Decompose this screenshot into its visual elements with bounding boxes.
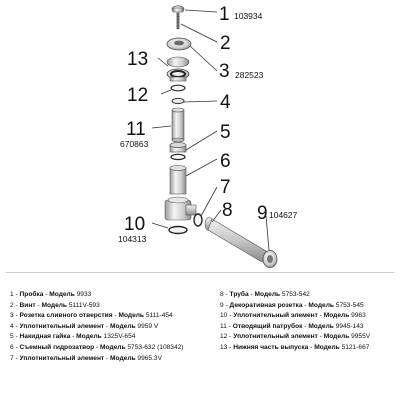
part-11-outlet-pipe (172, 108, 184, 142)
legend-item: 13 - Нижняя часть выпуска - Модель 5121-667 (220, 343, 370, 351)
legend-model-word: Модель (308, 301, 334, 309)
legend-item: 9 - Декоративная розетка - Модель 5753-545 (220, 301, 364, 309)
callout-4-number: 4 (220, 92, 231, 113)
part-3-drain-flange (167, 38, 191, 50)
part-9-decorative-rosette (263, 251, 277, 268)
trap-tee-body (165, 197, 196, 234)
part-13-lower-drain-body (167, 57, 189, 81)
legend-part-name: Отводящий патрубок (232, 322, 303, 330)
legend-number: 12 (220, 333, 228, 341)
callout-7-number: 7 (220, 177, 231, 198)
legend-number: 7 (10, 354, 14, 362)
legend-item: 8 - Труба - Модель 5753-542 (220, 291, 310, 298)
legend-model-code: 1325V-654 (103, 333, 136, 341)
legend-item: 1 - Пробка - Модель 9933 (10, 291, 92, 298)
legend-model-code: 9955V (351, 333, 371, 341)
legend-part-name: Пробка (19, 291, 44, 298)
callout-10-number: 10 (124, 214, 146, 235)
callout-8-number: 8 (222, 200, 233, 221)
legend-item: 12 - Уплотнительный элемент - Модель 9955V (220, 333, 371, 341)
legend-number: 9 (220, 301, 224, 309)
legend-item: 7 - Уплотнительный элемент - Модель 9965.3V (10, 354, 162, 362)
legend-part-name: Уплотнительный элемент (19, 354, 105, 362)
legend-item: 5 - Накидная гайка - Модель 1325V-654 (10, 333, 136, 341)
part-6-removable-trap (170, 165, 186, 194)
legend-part-name: Уплотнительный элемент (233, 333, 318, 341)
callout-11-code: 670863 (120, 139, 149, 149)
legend-part-name: Розетка сливного отверстия (19, 312, 113, 320)
part-1-stopper (172, 6, 184, 12)
callout-13-number: 13 (127, 49, 149, 70)
legend-model-code: 9933 (76, 291, 92, 298)
callout-3-code: 282523 (235, 70, 264, 80)
legend-number: 5 (10, 333, 14, 341)
callout-6-number: 6 (220, 151, 231, 172)
legend-item: 2 - Винт - Модель 5111V-593 (10, 301, 100, 309)
legend-number: 10 (220, 312, 228, 320)
legend-item: 11 - Отводящий патрубок - Модель 9945-143 (220, 322, 364, 330)
legend-model-word: Модель (323, 333, 350, 341)
legend-model-code: 5753-545 (335, 301, 364, 309)
legend-model-word: Модель (76, 333, 102, 341)
legend-part-name: Уплотнительный элемент (19, 322, 105, 330)
legend-model-code: 5753-542 (281, 291, 310, 298)
callout-9-number: 9 (257, 203, 268, 224)
callout-1-number: 1 (219, 4, 230, 25)
legend-part-name: Уплотнительный элемент (233, 312, 318, 320)
parts-legend-right (220, 290, 398, 354)
legend-model-code: 5111V-593 (68, 301, 100, 309)
parts-legend-left (10, 290, 210, 364)
legend-divider (6, 272, 394, 273)
legend-item: 3 - Розетка сливного отверстия - Модель 5111-454 (10, 312, 173, 320)
legend-number: 13 (220, 343, 228, 351)
legend-model-word: Модель (308, 322, 334, 330)
legend-part-name: Накидная гайка (19, 333, 71, 341)
legend-item: 4 - Уплотнительный элемент - Модель 9959 V (10, 322, 159, 330)
legend-model-word: Модель (118, 312, 144, 320)
legend-model-word: Модель (100, 343, 126, 351)
callout-9-code: 104627 (269, 210, 298, 220)
legend-model-code: 5111-454 (145, 312, 173, 320)
legend-model-code: 9959 V (137, 322, 159, 330)
legend-model-word: Модель (49, 291, 75, 298)
callout-3-number: 3 (219, 61, 230, 82)
legend-part-name: Нижняя часть выпуска (233, 343, 309, 351)
legend-model-code: 5121-667 (341, 343, 370, 351)
legend-part-name: Винт (19, 301, 36, 309)
legend-part-name: Декоративная розетка (229, 301, 303, 309)
legend-number: 1 (10, 291, 14, 298)
legend-model-code: 9965.3V (137, 354, 162, 362)
part-2-screw (176, 13, 180, 29)
legend-number: 4 (10, 322, 14, 330)
legend-number: 8 (220, 291, 224, 298)
callout-12-number: 12 (127, 85, 149, 106)
legend-number: 11 (220, 322, 227, 330)
legend-model-code: 9963 (351, 312, 366, 320)
callout-11-number: 11 (126, 119, 146, 140)
callout-5-number: 5 (220, 122, 231, 143)
legend-model-word: Модель (254, 291, 281, 298)
part-12-seal (171, 85, 185, 91)
callout-1-code: 103934 (234, 11, 263, 21)
legend-number: 6 (10, 343, 14, 351)
legend-number: 2 (10, 301, 14, 309)
legend-model-code: 5753-632 (108342) (127, 343, 184, 351)
legend-item: 10 - Уплотнительный элемент - Модель 9963 (220, 312, 366, 320)
legend-item: 6 - Съемный гидрозатвор - Модель 5753-632 (108342) (10, 343, 184, 351)
legend-part-name: Съемный гидрозатвор (19, 343, 95, 351)
legend-model-word: Модель (323, 312, 350, 320)
legend-model-word: Модель (41, 301, 67, 309)
part-5-union-nut (170, 142, 186, 159)
legend-model-code: 9945-143 (335, 322, 364, 330)
legend-part-name: Труба (229, 291, 249, 298)
legend-model-word: Модель (314, 343, 340, 351)
part-4-seal (172, 98, 184, 103)
legend-number: 3 (10, 312, 14, 320)
callout-2-number: 2 (220, 33, 231, 54)
callout-10-code: 104313 (118, 234, 147, 244)
legend-model-word: Модель (110, 322, 136, 330)
part-8-pipe (205, 218, 266, 263)
legend-model-word: Модель (110, 354, 136, 362)
